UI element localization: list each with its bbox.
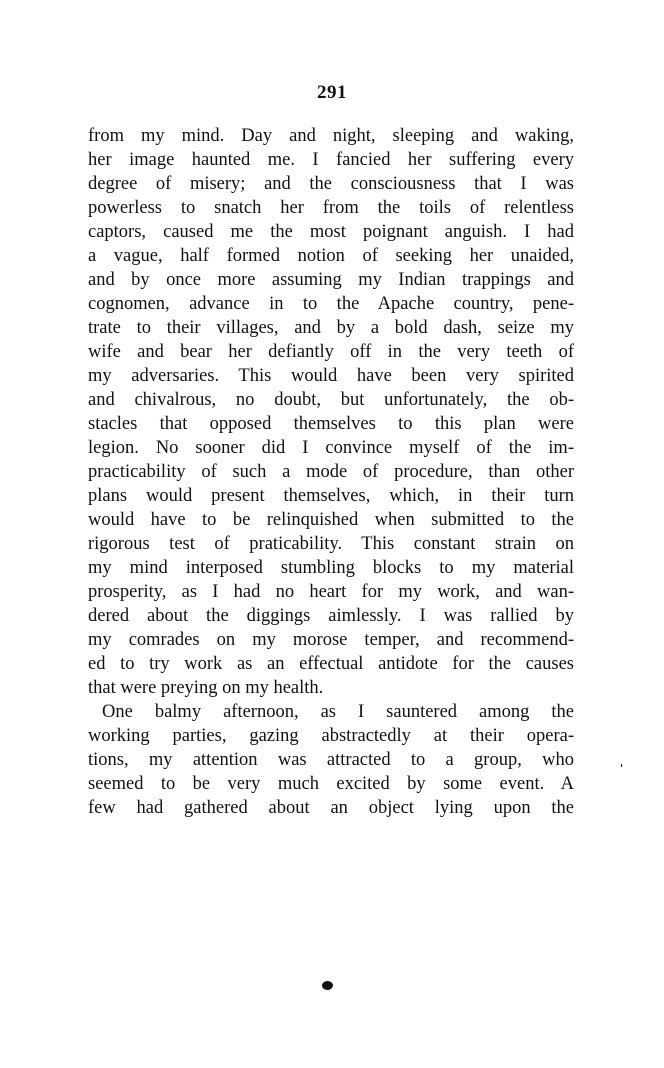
text-line: my mind interposed stumbling blocks to my material	[88, 558, 574, 578]
text-line: One balmy afternoon, as I sauntered among the	[102, 702, 574, 722]
text-line: would have to be relinquished when submitted to the	[88, 510, 574, 530]
text-line: practicability of such a mode of procedure, than other	[88, 462, 574, 482]
text-line: wife and bear her defiantly off in the very teeth of	[88, 342, 574, 362]
paragraph-2	[88, 700, 574, 820]
text-line: legion. No sooner did I convince myself of the im-	[88, 438, 574, 458]
text-line: few had gathered about an object lying upon the	[88, 798, 574, 818]
text-line: from my mind. Day and night, sleeping and waking,	[88, 126, 574, 146]
text-line: captors, caused me the most poignant anguish. I had	[88, 222, 574, 242]
text-line: plans would present themselves, which, in their turn	[88, 486, 574, 506]
text-line: rigorous test of praticability. This constant strain on	[88, 534, 574, 554]
text-line: her image haunted me. I fancied her suffering every	[88, 150, 574, 170]
text-line: my comrades on my morose temper, and recommend-	[88, 630, 574, 650]
text-line: a vague, half formed notion of seeking her unaided,	[88, 246, 574, 266]
text-line: seemed to be very much excited by some event. A	[88, 774, 574, 794]
page-number: 291	[317, 82, 347, 103]
text-line: working parties, gazing abstractedly at their opera-	[88, 726, 574, 746]
text-line: degree of misery; and the consciousness that I was	[88, 174, 574, 194]
text-line: that were preying on my health.	[88, 678, 324, 698]
text-line: and chivalrous, no doubt, but unfortunately, the ob-	[88, 390, 574, 410]
text-line: prosperity, as I had no heart for my work, and wan-	[88, 582, 574, 602]
text-line: cognomen, advance in to the Apache country, pene-	[88, 294, 574, 314]
margin-speck	[621, 764, 622, 767]
text-line: stacles that opposed themselves to this plan were	[88, 414, 574, 434]
text-line: my adversaries. This would have been very spirited	[88, 366, 574, 386]
body-text	[88, 124, 574, 820]
text-line: powerless to snatch her from the toils of relentless	[88, 198, 574, 218]
text-line: trate to their villages, and by a bold dash, seize my	[88, 318, 574, 338]
text-line: dered about the diggings aimlessly. I was rallied by	[88, 606, 574, 626]
text-line: tions, my attention was attracted to a group, who	[88, 750, 574, 770]
text-line: and by once more assuming my Indian trappings and	[88, 270, 574, 290]
bullet-ornament-icon	[322, 981, 333, 990]
paragraph-1	[88, 124, 574, 700]
text-line: ed to try work as an effectual antidote for the causes	[88, 654, 574, 674]
